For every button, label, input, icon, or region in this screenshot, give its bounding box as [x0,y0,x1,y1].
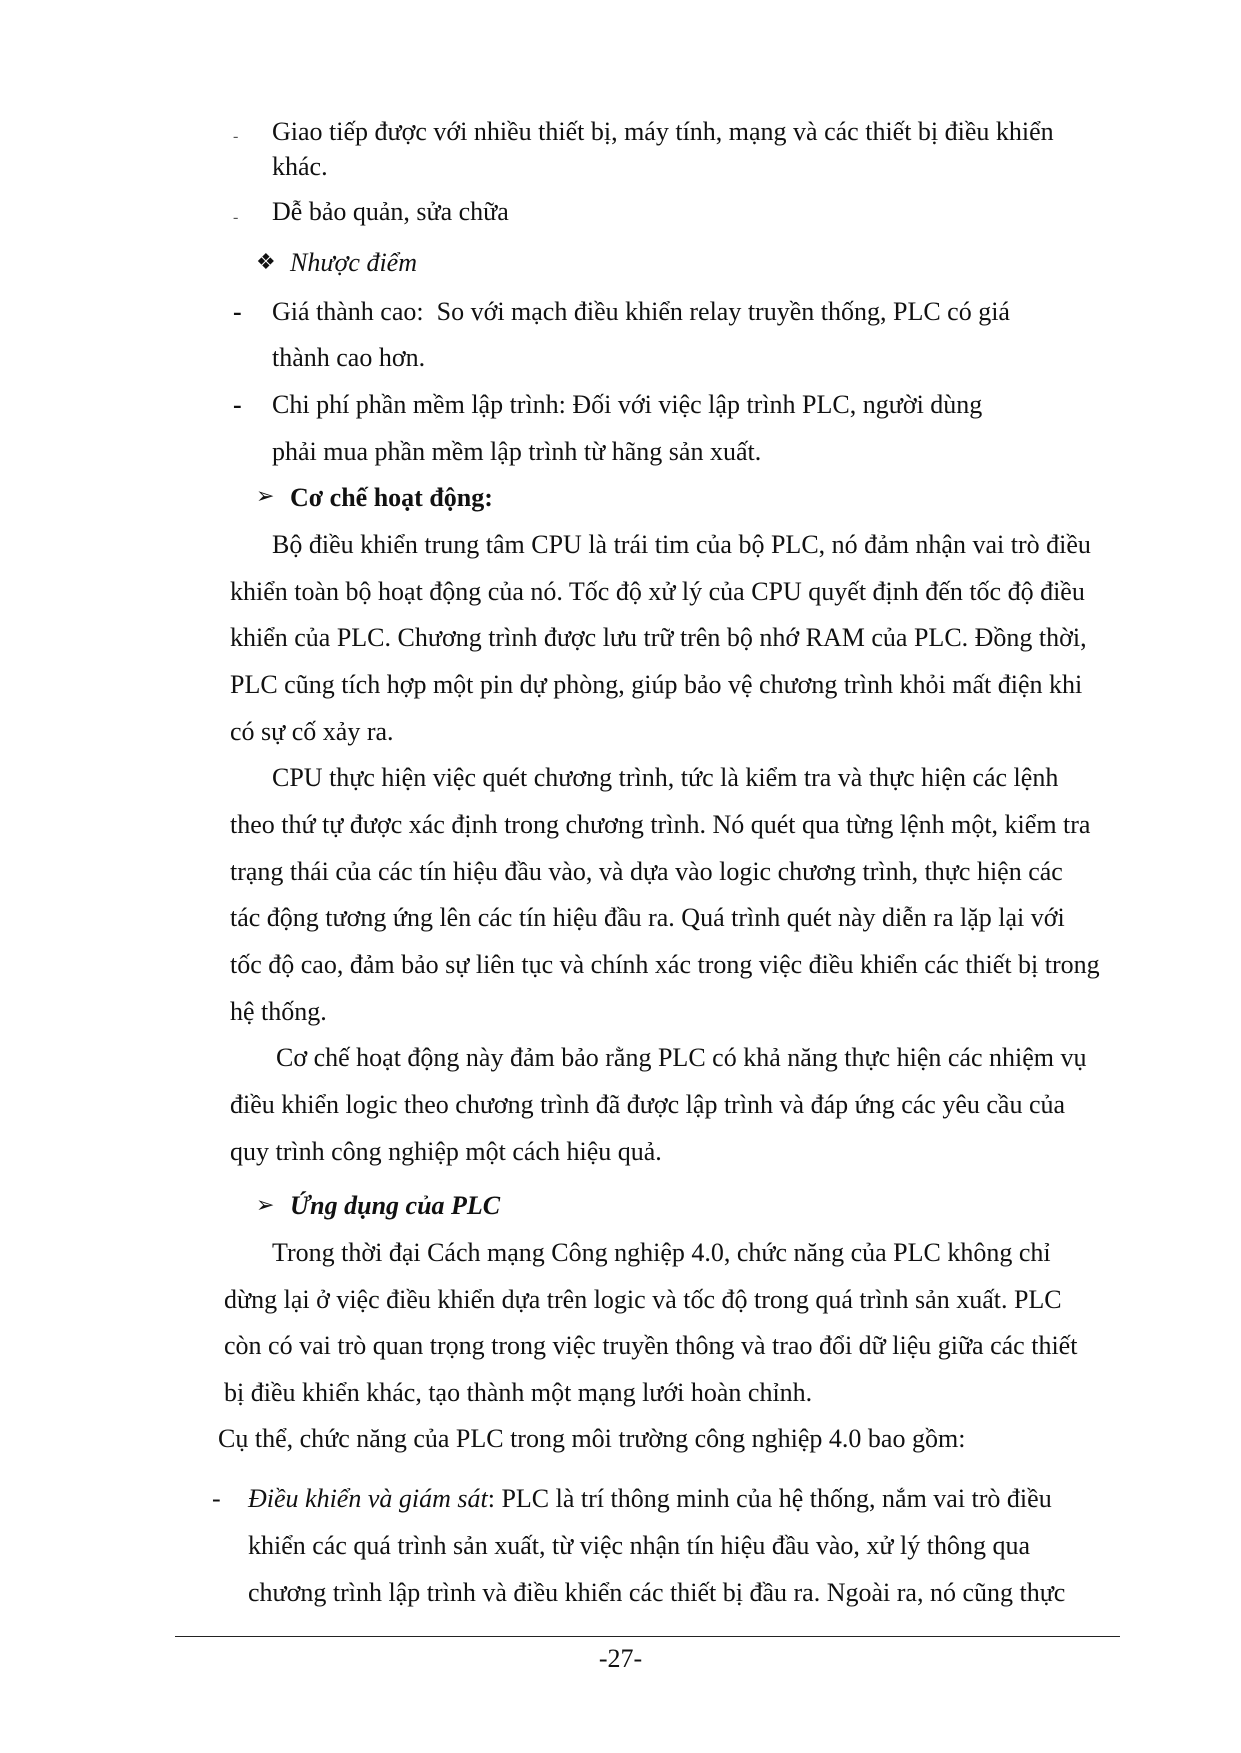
mechanism-p3-line-3: quy trình công nghiệp một cách hiệu quả. [230,1137,662,1166]
disadvantage-item-1-line-1 [272,297,1010,327]
mechanism-p1-line-1: Bộ điều khiển trung tâm CPU là trái tim của bộ PLC, nó đảm nhận vai trò điều [272,530,1091,559]
disadvantage-item-2-line-1: Chi phí phần mềm lập trình: Đối với việc lập trình PLC, người dùng [272,390,983,419]
advantage-item-1-line-2: khác. [272,152,328,181]
bullet-dash: - [233,297,242,326]
applications-item-1-line-2: khiển các quá trình sản xuất, từ việc nhận tín hiệu đầu vào, xử lý thông qua [248,1531,1030,1560]
mechanism-p2-line-3: trạng thái của các tín hiệu đầu vào, và dựa vào logic chương trình, thực hiện các [230,857,1063,886]
applications-p1-line-2: dừng lại ở việc điều khiển dựa trên logic và tốc độ trong quá trình sản xuất. PLC [224,1285,1062,1314]
bullet-dash: - [212,1484,221,1513]
mechanism-p1-line-4: PLC cũng tích hợp một pin dự phòng, giúp bảo vệ chương trình khỏi mất điện khi [230,670,1083,699]
disadvantage-item-1-line-2: thành cao hơn. [272,343,426,372]
applications-p1-line-1: Trong thời đại Cách mạng Công nghiệp 4.0, chức năng của PLC không chỉ [272,1238,1051,1267]
mechanism-p3-line-1: Cơ chế hoạt động này đảm bảo rằng PLC có khả năng thực hiện các nhiệm vụ [276,1043,1087,1072]
advantage-item-1-line-1: Giao tiếp được với nhiều thiết bị, máy tính, mạng và các thiết bị điều khiển [272,117,1054,146]
mechanism-p1-line-3: khiển của PLC. Chương trình được lưu trữ trên bộ nhớ RAM của PLC. Đồng thời, [230,623,1087,652]
page-number: -27- [598,1644,643,1673]
advantage-item-2: Dễ bảo quản, sửa chữa [272,197,509,226]
applications-item-1-line-3: chương trình lập trình và điều khiển các thiết bị đầu ra. Ngoài ra, nó cũng thực [248,1578,1066,1607]
disadvantage-item-1-label: Giá thành cao: [272,297,424,326]
applications-p1-line-4: bị điều khiển khác, tạo thành một mạng lưới hoàn chỉnh. [224,1378,813,1407]
disadvantages-heading: Nhược điểm [290,248,417,277]
applications-p1-line-3: còn có vai trò quan trọng trong việc truyền thông và trao đổi dữ liệu giữa các thiết [224,1331,1078,1360]
bullet-dash: - [233,128,239,145]
mechanism-p2-line-1: CPU thực hiện việc quét chương trình, tức là kiểm tra và thực hiện các lệnh [272,763,1059,792]
bullet-dash: - [233,390,242,419]
applications-item-1-line-1 [248,1484,1052,1514]
bullet-dash: - [233,209,239,226]
mechanism-p2-line-4: tác động tương ứng lên các tín hiệu đầu ra. Quá trình quét này diễn ra lặp lại với [230,903,1065,932]
mechanism-heading: Cơ chế hoạt động: [290,483,493,512]
mechanism-p2-line-2: theo thứ tự được xác định trong chương trình. Nó quét qua từng lệnh một, kiểm tra [230,810,1091,839]
disadvantage-item-2-line-2: phải mua phần mềm lập trình từ hãng sản xuất. [272,437,762,466]
mechanism-p3-line-2: điều khiển logic theo chương trình đã được lập trình và đáp ứng các yêu cầu của [230,1090,1066,1119]
applications-intro: Cụ thể, chức năng của PLC trong môi trường công nghiệp 4.0 bao gồm: [218,1424,966,1453]
mechanism-p2-line-6: hệ thống. [230,997,327,1026]
disadvantage-item-1-text: So với mạch điều khiển relay truyền thống, PLC có giá [436,297,1010,326]
diamond-bullet-icon: ❖ [256,250,276,275]
applications-item-1-text: : PLC là trí thông minh của hệ thống, nắm vai trò điều [487,1484,1052,1513]
arrow-bullet-icon: ➢ [256,484,275,509]
mechanism-p1-line-2: khiển toàn bộ hoạt động của nó. Tốc độ xử lý của CPU quyết định đến tốc độ điều [230,577,1085,606]
mechanism-p2-line-5: tốc độ cao, đảm bảo sự liên tục và chính xác trong việc điều khiển các thiết bị trong [230,950,1100,979]
applications-item-1-label: Điều khiển và giám sát [248,1484,488,1513]
arrow-bullet-icon: ➢ [256,1193,275,1218]
footer-rule [175,1636,1120,1637]
applications-heading: Ứng dụng của PLC [290,1191,501,1220]
mechanism-p1-line-5: có sự cố xảy ra. [230,717,394,746]
